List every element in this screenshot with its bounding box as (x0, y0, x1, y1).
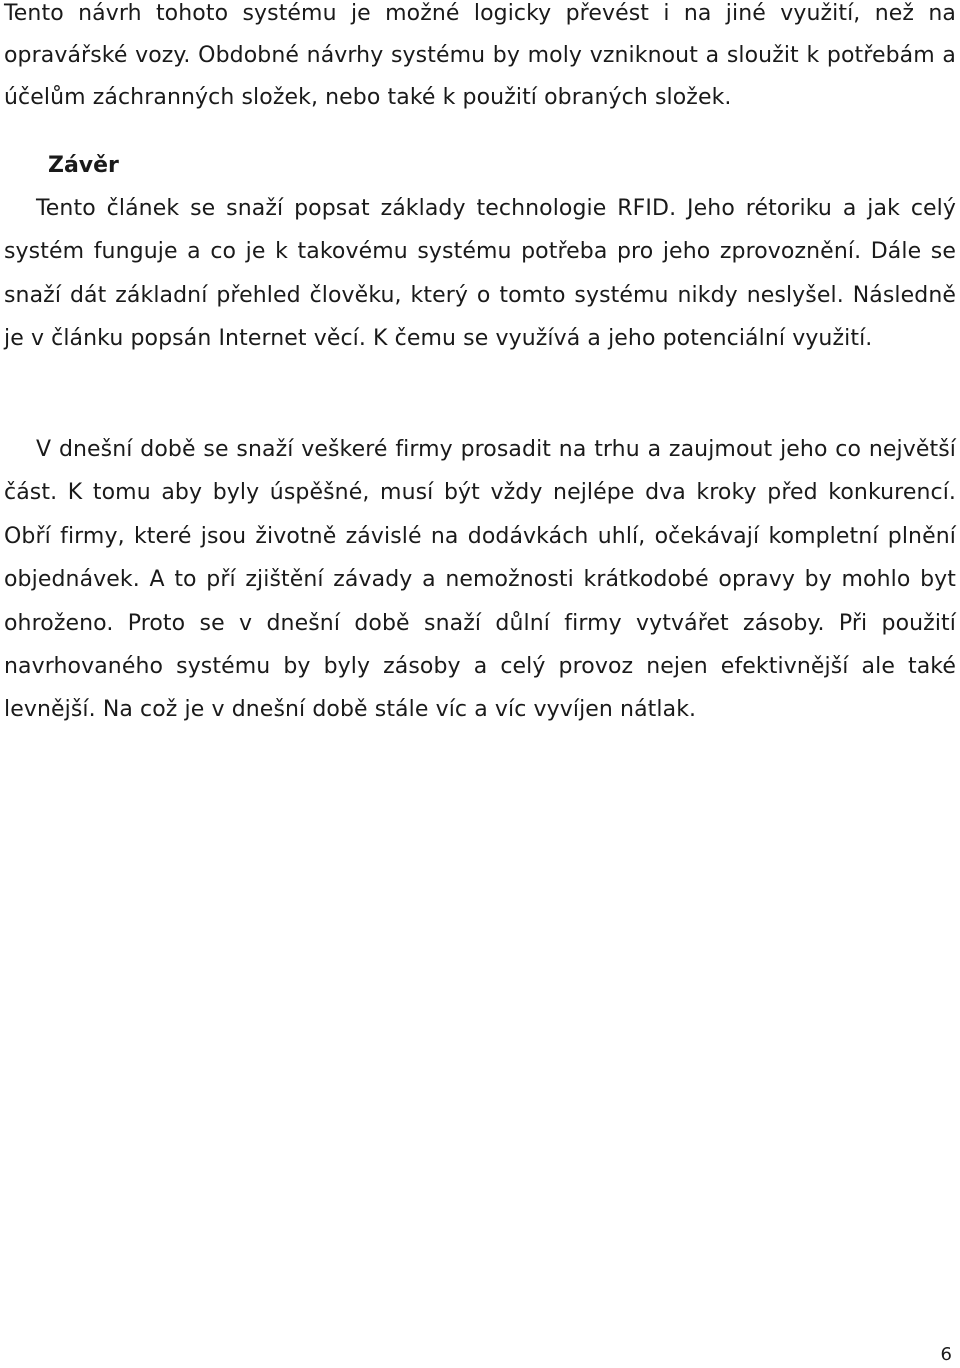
conclusion-paragraph-1: Tento článek se snaží popsat základy technologie RFID. Jeho rétoriku a jak celý systém funguje a co je k takovému systému potřeba pro jeho zprovoznění. Dále se snaží dát základní přehled člověku, který o tomto systému nikdy neslyšel. Následně je v článku popsán Internet věcí. K čemu se využívá a jeho potenciální využití. (4, 196, 956, 352)
intro-paragraph: Tento návrh tohoto systému je možné logicky převést i na jiné využití, než na opravářské vozy. Obdobné návrhy systému by moly vzniknout a sloužit k potřebám a účelům záchranných složek, nebo také k použití obraných složek. (4, 1, 956, 110)
conclusion-paragraph-2: V dnešní době se snaží veškeré firmy prosadit na trhu a zaujmout jeho co největší část. K tomu aby byly úspěšné, musí být vždy nejlépe dva kroky před konkurencí. Obří firmy, které jsou životně závislé na dodávkách uhlí, očekávají kompletní plnění objednávek. A to pří zjištění závady a nemožnosti krátkodobé opravy by mohlo byt ohroženo. Proto se v dnešní době snaží důlní firmy vytvářet zásoby. Při použití navrhovaného systému by byly zásoby a celý provoz nejen efektivnější ale také levnější. Na což je v dnešní době stále víc a víc vyvíjen nátlak. (4, 437, 956, 723)
page-number: 6 (940, 1344, 952, 1365)
section-heading-conclusion: Závěr (48, 153, 119, 178)
